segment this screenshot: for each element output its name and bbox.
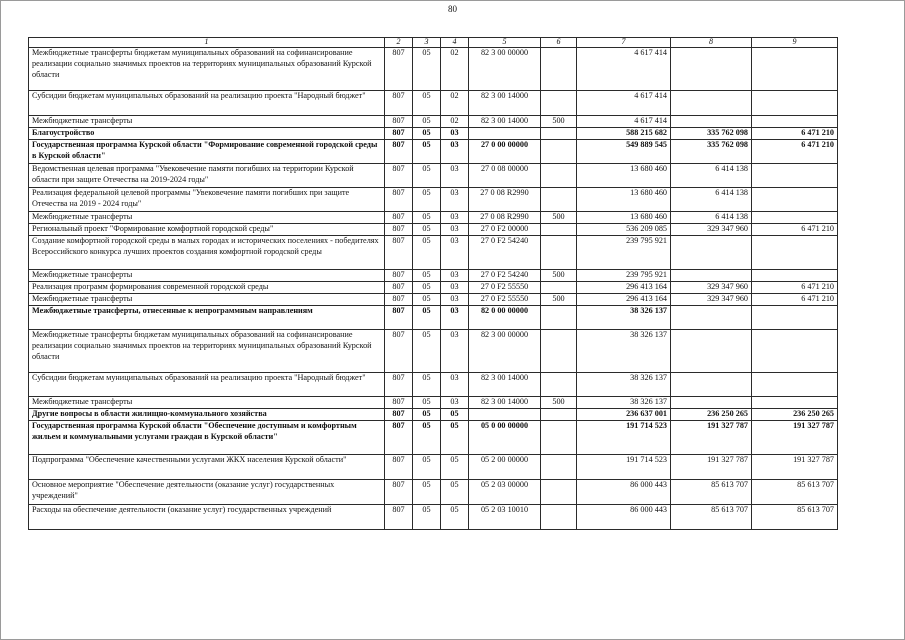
cell-glava: 807: [385, 330, 413, 373]
cell-amount-col8: 6 414 138: [671, 212, 752, 224]
cell-amount-col7: 86 000 443: [577, 505, 671, 530]
cell-expense-type: [541, 330, 577, 373]
cell-subsection: 02: [441, 48, 469, 91]
cell-glava: 807: [385, 91, 413, 116]
cell-glava: 807: [385, 421, 413, 455]
cell-amount-col7: 13 680 460: [577, 164, 671, 188]
cell-amount-col7: 38 326 137: [577, 330, 671, 373]
table-row: [29, 397, 838, 409]
cell-expense-type: [541, 224, 577, 236]
cell-amount-col7: 549 889 545: [577, 140, 671, 164]
cell-section: 05: [413, 306, 441, 330]
cell-name: Региональный проект "Формирование комфортной городской среды": [29, 224, 385, 236]
cell-name: Благоустройство: [29, 128, 385, 140]
cell-name: Государственная программа Курской области "Обеспечение доступным и комфортным жильем и коммунальными услугами граждан в Курской области": [29, 421, 385, 455]
cell-target-article: 27 0 F2 00000: [469, 224, 541, 236]
cell-amount-col8: 85 613 707: [671, 480, 752, 505]
cell-subsection: 03: [441, 128, 469, 140]
cell-subsection: 03: [441, 188, 469, 212]
table-row: [29, 455, 838, 480]
table-body: [29, 48, 838, 530]
cell-amount-col7: 536 209 085: [577, 224, 671, 236]
cell-name: Межбюджетные трансферты: [29, 116, 385, 128]
cell-expense-type: [541, 455, 577, 480]
cell-amount-col9: [752, 48, 838, 91]
cell-subsection: 03: [441, 282, 469, 294]
cell-expense-type: [541, 505, 577, 530]
cell-section: 05: [413, 480, 441, 505]
cell-expense-type: 500: [541, 270, 577, 282]
cell-amount-col9: [752, 91, 838, 116]
cell-target-article: 82 3 00 14000: [469, 373, 541, 397]
cell-target-article: 27 0 00 00000: [469, 140, 541, 164]
cell-name: Межбюджетные трансферты: [29, 212, 385, 224]
cell-name: Государственная программа Курской области "Формирование современной городской среды в Курской области": [29, 140, 385, 164]
cell-section: 05: [413, 505, 441, 530]
cell-target-article: 27 0 F2 55550: [469, 282, 541, 294]
cell-amount-col8: 329 347 960: [671, 294, 752, 306]
cell-subsection: 03: [441, 294, 469, 306]
cell-name: Реализация программ формирования современной городской среды: [29, 282, 385, 294]
cell-glava: 807: [385, 294, 413, 306]
cell-amount-col7: 13 680 460: [577, 188, 671, 212]
table-row: [29, 188, 838, 212]
cell-amount-col7: 13 680 460: [577, 212, 671, 224]
cell-amount-col9: 236 250 265: [752, 409, 838, 421]
cell-section: 05: [413, 373, 441, 397]
cell-amount-col8: 329 347 960: [671, 224, 752, 236]
cell-amount-col7: 4 617 414: [577, 91, 671, 116]
cell-glava: 807: [385, 306, 413, 330]
cell-subsection: 03: [441, 397, 469, 409]
cell-expense-type: [541, 282, 577, 294]
table-row: [29, 48, 838, 91]
table-row: [29, 306, 838, 330]
cell-section: 05: [413, 140, 441, 164]
cell-name: Реализация федеральной целевой программы "Увековечение памяти погибших при защите Отечества на 2019 - 2024 годы": [29, 188, 385, 212]
cell-subsection: 03: [441, 224, 469, 236]
cell-glava: 807: [385, 224, 413, 236]
cell-section: 05: [413, 164, 441, 188]
table-row: [29, 224, 838, 236]
cell-target-article: [469, 409, 541, 421]
cell-target-article: 82 3 00 00000: [469, 48, 541, 91]
cell-section: 05: [413, 270, 441, 282]
cell-expense-type: [541, 306, 577, 330]
cell-amount-col9: 6 471 210: [752, 140, 838, 164]
cell-glava: 807: [385, 188, 413, 212]
table-row: [29, 409, 838, 421]
table-row: [29, 236, 838, 270]
cell-section: 05: [413, 116, 441, 128]
cell-amount-col8: 6 414 138: [671, 164, 752, 188]
cell-subsection: 03: [441, 212, 469, 224]
cell-name: Расходы на обеспечение деятельности (оказание услуг) государственных учреждений: [29, 505, 385, 530]
cell-target-article: 27 0 F2 54240: [469, 236, 541, 270]
table-row: [29, 270, 838, 282]
cell-amount-col9: 191 327 787: [752, 455, 838, 480]
cell-name: Другие вопросы в области жилищно-коммунального хозяйства: [29, 409, 385, 421]
cell-amount-col7: 38 326 137: [577, 306, 671, 330]
cell-expense-type: [541, 48, 577, 91]
cell-name: Ведомственная целевая программа "Увековечение памяти погибших на территории Курской области при защите Отечества на 2019-2024 годы": [29, 164, 385, 188]
cell-expense-type: [541, 373, 577, 397]
cell-section: 05: [413, 91, 441, 116]
cell-subsection: 05: [441, 505, 469, 530]
cell-amount-col7: 38 326 137: [577, 397, 671, 409]
cell-name: Создание комфортной городской среды в малых городах и исторических поселениях - победителях Всероссийского конкурса лучших проектов создания комфортной городской среды: [29, 236, 385, 270]
cell-amount-col8: 335 762 098: [671, 128, 752, 140]
cell-amount-col8: 6 414 138: [671, 188, 752, 212]
cell-name: Основное мероприятие "Обеспечение деятельности (оказание услуг) государственных учреждений": [29, 480, 385, 505]
cell-amount-col8: [671, 116, 752, 128]
cell-section: 05: [413, 224, 441, 236]
cell-glava: 807: [385, 282, 413, 294]
header-col-9: 9: [752, 38, 838, 48]
header-col-7: 7: [577, 38, 671, 48]
cell-amount-col7: 239 795 921: [577, 236, 671, 270]
cell-section: 05: [413, 397, 441, 409]
cell-amount-col9: 6 471 210: [752, 224, 838, 236]
cell-amount-col9: [752, 330, 838, 373]
cell-name: Межбюджетные трансферты бюджетам муниципальных образований на софинансирование реализации социально значимых проектов на территориях муниципальных образований Курской области: [29, 330, 385, 373]
cell-amount-col7: 191 714 523: [577, 455, 671, 480]
cell-subsection: 05: [441, 409, 469, 421]
cell-target-article: 82 3 00 00000: [469, 330, 541, 373]
cell-section: 05: [413, 282, 441, 294]
cell-amount-col9: 191 327 787: [752, 421, 838, 455]
cell-target-article: 05 2 03 00000: [469, 480, 541, 505]
cell-target-article: 27 0 08 R2990: [469, 188, 541, 212]
cell-name: Межбюджетные трансферты: [29, 397, 385, 409]
cell-glava: 807: [385, 236, 413, 270]
header-col-2: 2: [385, 38, 413, 48]
cell-amount-col8: 329 347 960: [671, 282, 752, 294]
cell-amount-col9: 85 613 707: [752, 505, 838, 530]
cell-expense-type: [541, 140, 577, 164]
table-row: [29, 373, 838, 397]
cell-expense-type: [541, 188, 577, 212]
cell-target-article: 05 2 00 00000: [469, 455, 541, 480]
cell-amount-col9: [752, 116, 838, 128]
cell-section: 05: [413, 421, 441, 455]
cell-expense-type: 500: [541, 116, 577, 128]
cell-amount-col8: 191 327 787: [671, 455, 752, 480]
cell-name: Субсидии бюджетам муниципальных образований на реализацию проекта "Народный бюджет": [29, 91, 385, 116]
cell-target-article: 27 0 08 00000: [469, 164, 541, 188]
cell-expense-type: [541, 409, 577, 421]
cell-amount-col7: 4 617 414: [577, 48, 671, 91]
cell-expense-type: 500: [541, 212, 577, 224]
header-col-1: 1: [29, 38, 385, 48]
cell-expense-type: [541, 91, 577, 116]
cell-expense-type: [541, 480, 577, 505]
table-row: [29, 128, 838, 140]
cell-subsection: 05: [441, 480, 469, 505]
cell-amount-col7: 296 413 164: [577, 294, 671, 306]
cell-expense-type: [541, 421, 577, 455]
cell-subsection: 02: [441, 116, 469, 128]
cell-section: 05: [413, 212, 441, 224]
cell-amount-col9: [752, 306, 838, 330]
cell-amount-col9: [752, 270, 838, 282]
cell-amount-col8: [671, 270, 752, 282]
cell-glava: 807: [385, 373, 413, 397]
cell-section: 05: [413, 330, 441, 373]
cell-name: Подпрограмма "Обеспечение качественными услугами ЖКХ населения Курской области": [29, 455, 385, 480]
cell-amount-col7: 86 000 443: [577, 480, 671, 505]
cell-amount-col8: [671, 91, 752, 116]
cell-target-article: 05 0 00 00000: [469, 421, 541, 455]
cell-name: Межбюджетные трансферты: [29, 294, 385, 306]
table-row: [29, 140, 838, 164]
cell-target-article: 82 0 00 00000: [469, 306, 541, 330]
table-row: [29, 91, 838, 116]
cell-subsection: 03: [441, 330, 469, 373]
cell-glava: 807: [385, 397, 413, 409]
cell-name: Межбюджетные трансферты бюджетам муниципальных образований на софинансирование реализации социально значимых проектов на территориях муниципальных образований Курской области: [29, 48, 385, 91]
table-row: [29, 212, 838, 224]
cell-amount-col8: 191 327 787: [671, 421, 752, 455]
header-row: [29, 38, 838, 48]
cell-target-article: 82 3 00 14000: [469, 116, 541, 128]
cell-subsection: 02: [441, 91, 469, 116]
cell-amount-col8: [671, 330, 752, 373]
cell-section: 05: [413, 48, 441, 91]
cell-glava: 807: [385, 212, 413, 224]
cell-subsection: 05: [441, 455, 469, 480]
cell-amount-col7: 191 714 523: [577, 421, 671, 455]
cell-amount-col8: 335 762 098: [671, 140, 752, 164]
cell-amount-col8: [671, 236, 752, 270]
cell-glava: 807: [385, 505, 413, 530]
cell-name: Межбюджетные трансферты, отнесенные к непрограммным направлениям: [29, 306, 385, 330]
table-row: [29, 330, 838, 373]
cell-amount-col9: 85 613 707: [752, 480, 838, 505]
cell-glava: 807: [385, 164, 413, 188]
cell-target-article: 27 0 08 R2990: [469, 212, 541, 224]
cell-expense-type: [541, 128, 577, 140]
cell-section: 05: [413, 294, 441, 306]
cell-amount-col8: [671, 48, 752, 91]
header-col-6: 6: [541, 38, 577, 48]
table-row: [29, 116, 838, 128]
cell-amount-col9: [752, 188, 838, 212]
cell-amount-col7: 38 326 137: [577, 373, 671, 397]
cell-name: Субсидии бюджетам муниципальных образований на реализацию проекта "Народный бюджет": [29, 373, 385, 397]
cell-glava: 807: [385, 140, 413, 164]
header-col-3: 3: [413, 38, 441, 48]
cell-subsection: 03: [441, 270, 469, 282]
table-row: [29, 282, 838, 294]
cell-amount-col9: [752, 373, 838, 397]
header-col-4: 4: [441, 38, 469, 48]
cell-subsection: 03: [441, 373, 469, 397]
cell-amount-col9: 6 471 210: [752, 282, 838, 294]
cell-amount-col7: 239 795 921: [577, 270, 671, 282]
cell-amount-col8: [671, 397, 752, 409]
cell-glava: 807: [385, 128, 413, 140]
cell-expense-type: 500: [541, 397, 577, 409]
cell-glava: 807: [385, 270, 413, 282]
cell-amount-col7: 236 637 001: [577, 409, 671, 421]
cell-amount-col9: 6 471 210: [752, 294, 838, 306]
cell-section: 05: [413, 455, 441, 480]
cell-section: 05: [413, 128, 441, 140]
cell-target-article: 27 0 F2 55550: [469, 294, 541, 306]
budget-table: [28, 37, 838, 530]
cell-section: 05: [413, 188, 441, 212]
table-row: [29, 164, 838, 188]
cell-subsection: 03: [441, 236, 469, 270]
cell-target-article: 82 3 00 14000: [469, 397, 541, 409]
cell-target-article: 27 0 F2 54240: [469, 270, 541, 282]
table-row: [29, 480, 838, 505]
cell-amount-col8: 85 613 707: [671, 505, 752, 530]
cell-target-article: 82 3 00 14000: [469, 91, 541, 116]
cell-amount-col9: [752, 212, 838, 224]
cell-glava: 807: [385, 48, 413, 91]
cell-amount-col7: 296 413 164: [577, 282, 671, 294]
cell-amount-col8: [671, 306, 752, 330]
header-col-5: 5: [469, 38, 541, 48]
table-row: [29, 505, 838, 530]
cell-target-article: [469, 128, 541, 140]
table-row: [29, 294, 838, 306]
cell-target-article: 05 2 03 10010: [469, 505, 541, 530]
cell-amount-col9: [752, 397, 838, 409]
cell-subsection: 03: [441, 140, 469, 164]
header-col-8: 8: [671, 38, 752, 48]
cell-glava: 807: [385, 116, 413, 128]
cell-section: 05: [413, 236, 441, 270]
cell-glava: 807: [385, 480, 413, 505]
cell-amount-col7: 4 617 414: [577, 116, 671, 128]
cell-subsection: 05: [441, 421, 469, 455]
cell-subsection: 03: [441, 164, 469, 188]
cell-expense-type: [541, 236, 577, 270]
page-number: 80: [448, 4, 457, 14]
cell-expense-type: 500: [541, 294, 577, 306]
cell-amount-col9: 6 471 210: [752, 128, 838, 140]
cell-amount-col8: [671, 373, 752, 397]
cell-amount-col9: [752, 236, 838, 270]
cell-amount-col7: 588 215 682: [577, 128, 671, 140]
cell-expense-type: [541, 164, 577, 188]
cell-subsection: 03: [441, 306, 469, 330]
cell-section: 05: [413, 409, 441, 421]
cell-name: Межбюджетные трансферты: [29, 270, 385, 282]
cell-amount-col8: 236 250 265: [671, 409, 752, 421]
table-row: [29, 421, 838, 455]
cell-glava: 807: [385, 409, 413, 421]
cell-glava: 807: [385, 455, 413, 480]
cell-amount-col9: [752, 164, 838, 188]
